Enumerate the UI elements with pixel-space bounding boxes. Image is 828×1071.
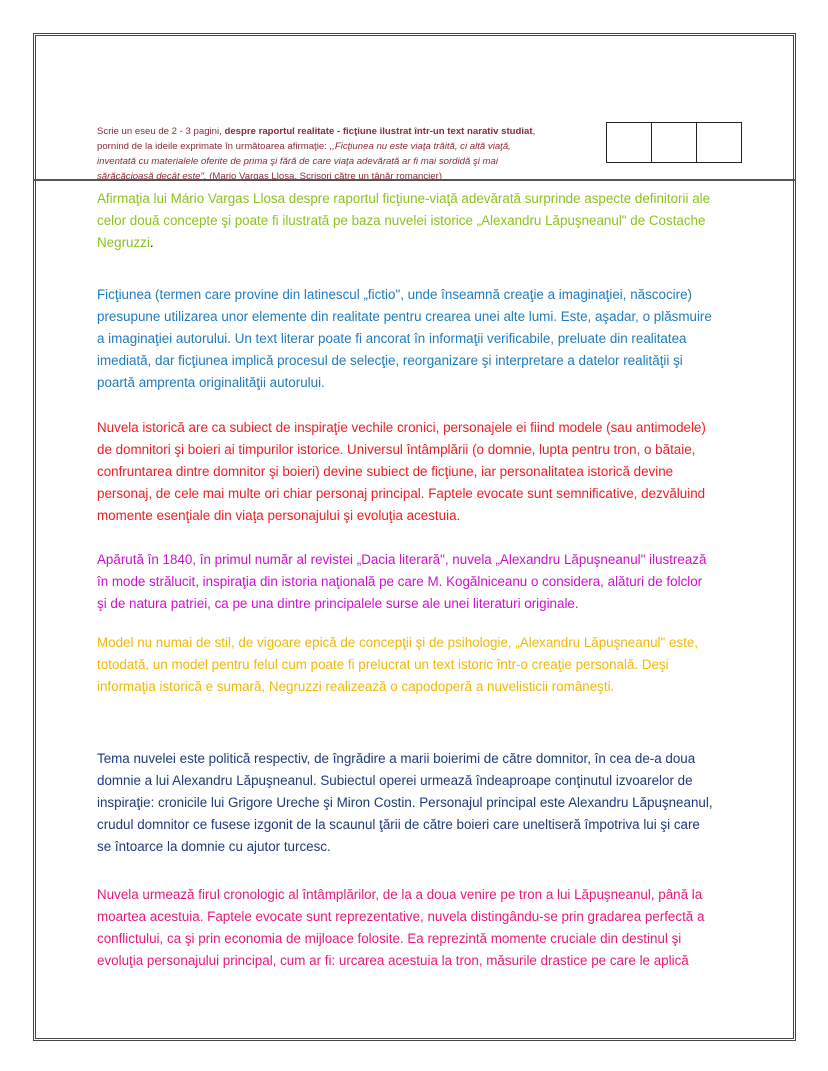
paragraph-line: personaj, de cele mai multe ori chiar personaj principal. Faptele evocate sunt semnificative, dezvăluind (97, 486, 706, 501)
paragraph-line: informaţia istorică e sumară, Negruzzi realizează o capodoperă a nuvelisticii româneşti. (97, 679, 615, 694)
paragraph-line: în mode strălucit, inspiraţia din istoria naţională pe care M. Kogălniceanu o considera, alături de folclor (97, 574, 703, 589)
paragraph-line: presupune utilizarea unor elemente din realitate pentru crearea unei alte lumi. Este, aşadar, o plăsmuire (97, 309, 712, 324)
prompt-text: Scrie un eseu de 2 - 3 pagini, (97, 126, 225, 137)
paragraph-line: se întoarce la domnie cu ajutor turcesc. (97, 839, 331, 854)
paragraph-line: celor două concepte şi poate fi ilustrată pe baza nuvelei istorice „Alexandru Lăpuşneanul" de Costache (97, 213, 706, 228)
paragraph-line: Model nu numai de stil, de vigoare epică de concepţii şi de psihologie, „Alexandru Lăpuşneanul" este, (97, 635, 699, 650)
prompt-quote: inventată cu materialele oferite de prima şi fără de care viaţa adevărată ar fi mai sordidă şi mai (97, 156, 498, 167)
essay-paragraph (97, 188, 777, 254)
paragraph-line: de domnitori şi boieri ai timpurilor istorice. Universul întâmplării (o domnie, lupta pentru tron, o bătaie, (97, 442, 696, 457)
paragraph-period: . (149, 235, 154, 250)
paragraph-line: inspiraţie: cronicile lui Grigore Ureche şi Miron Costin. Personajul principal este Alexandru Lăpuşneanul, (97, 795, 713, 810)
score-box (607, 123, 652, 162)
paragraph-line: Nuvela urmează firul cronologic al întâmplărilor, de la a doua venire pe tron a lui Lăpuşneanul, până la (97, 887, 703, 902)
paragraph-line: totodată, un model pentru felul cum poate fi prelucrat un text istoric într-o creaţie personală. Deşi (97, 657, 669, 672)
prompt-source: (Mario Vargas Llosa, Scrisori către un tânăr romancier) (206, 171, 443, 182)
paragraph-line: Afirmaţia lui Mário Vargas Llosa despre raportul ficţiune-viaţă adevărată surprinde aspecte definitorii ale (97, 191, 711, 206)
essay-paragraph (97, 417, 777, 527)
paragraph-line: domnie a lui Alexandru Lăpuşneanul. Subiectul operei urmează îndeaproape conţinutul izvoarelor de (97, 773, 693, 788)
paragraph-line: moartea acestuia. Faptele evocate sunt reprezentative, nuvela distingându-se prin gradarea perfectă a (97, 909, 705, 924)
prompt-quote: ,,Ficţiunea nu este viaţa trăită, ci altă viaţă, (329, 141, 511, 152)
paragraph-line: Negruzzi (97, 235, 150, 250)
essay-paragraph (97, 748, 777, 858)
paragraph-line: confruntarea dintre domnitor şi boieri) devine subiect de ficţiune, iar personalitatea istorică devine (97, 464, 674, 479)
paragraph-line: evoluţia personajului principal, cum ar fi: urcarea acestuia la tron, măsurile drastice pe care le aplică (97, 953, 689, 968)
paragraph-line: imediată, dar ficţiunea implică procesul de selecţie, reorganizare şi interpretare a datelor realităţii şi (97, 353, 683, 368)
score-box (697, 123, 741, 162)
paragraph-line: şi de natura patriei, ca pe una dintre principalele surse ale unei literaturi originale. (97, 596, 579, 611)
score-boxes (606, 122, 742, 163)
prompt-topic: despre raportul realitate - ficţiune ilustrat într-un text narativ studiat (224, 126, 533, 137)
paragraph-line: Apărută în 1840, în primul număr al revistei „Dacia literară", nuvela „Alexandru Lăpuşneanul" ilustrează (97, 552, 707, 567)
essay-prompt (97, 124, 607, 184)
paragraph-line: conflictului, ca şi prin economia de mijloace folosite. Ea reprezintă momente cruciale din destinul şi (97, 931, 682, 946)
paragraph-line: poartă amprenta originalităţii autorului. (97, 375, 325, 390)
paragraph-line: Tema nuvelei este politică respectiv, de îngrădire a marii boierimi de către domnitor, în cea de-a doua (97, 751, 696, 766)
paragraph-line: crudul domnitor ce fusese izgonit de la scaunul ţării de către boieri care uneltiseră împotriva lui şi care (97, 817, 700, 832)
prompt-quote: sărăcăcioasă decât este". (97, 171, 207, 182)
header-divider (33, 179, 796, 181)
score-box (652, 123, 697, 162)
essay-paragraph (97, 884, 777, 972)
paragraph-line: momente esenţiale din viaţa personajului şi evoluţia acestuia. (97, 508, 461, 523)
prompt-text: pornind de la ideile exprimate în următoarea afirmaţie: (97, 141, 330, 152)
paragraph-line: Ficţiunea (termen care provine din latinescul „fictio", unde înseamnă creaţie a imaginaţiei, născocire) (97, 287, 692, 302)
essay-paragraph (97, 632, 777, 698)
paragraph-line: a imaginaţiei autorului. Un text literar poate fi ancorat în informaţii verificabile, preluate din realitatea (97, 331, 687, 346)
paragraph-line (97, 232, 777, 254)
paragraph-line: Nuvela istorică are ca subiect de inspiraţie vechile cronici, personajele ei fiind modele (sau antimodele) (97, 420, 706, 435)
essay-paragraph (97, 284, 777, 394)
essay-paragraph (97, 549, 777, 615)
prompt-text: , (532, 126, 536, 137)
